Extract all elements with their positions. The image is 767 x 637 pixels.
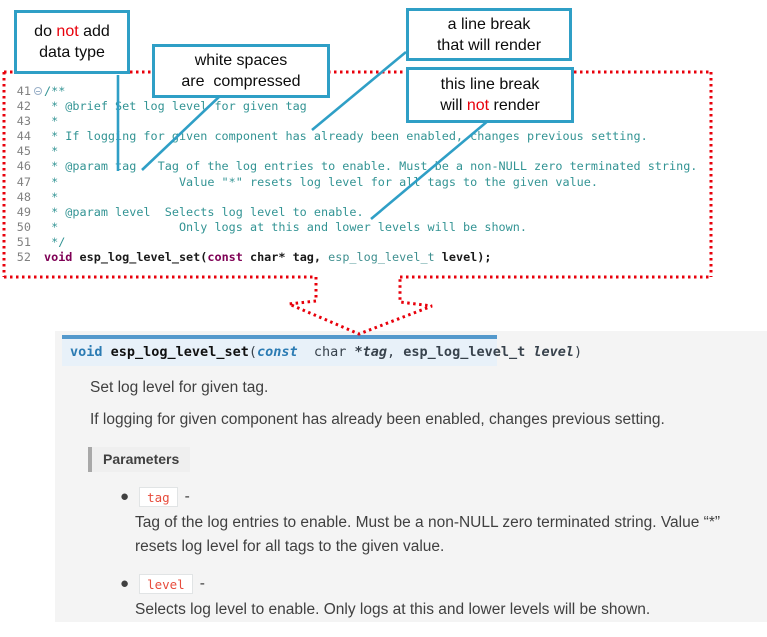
line-number: 43 xyxy=(16,114,31,129)
param-item-tag xyxy=(120,486,767,507)
keyword: void xyxy=(44,250,80,265)
code-line xyxy=(14,129,697,144)
parameters-label: Parameters xyxy=(88,447,190,472)
param-name-badge: level xyxy=(139,574,193,594)
param-level: level xyxy=(525,344,574,360)
callout-text: white spaces xyxy=(194,52,288,69)
comment-text: * @brief Set log level for given tag xyxy=(44,99,307,114)
callout-text: do not add xyxy=(34,23,110,40)
callout-text: are compressed xyxy=(181,73,301,90)
comment-text: /** xyxy=(44,84,66,98)
const-keyword: const xyxy=(256,344,298,360)
line-number: 42 xyxy=(16,99,31,114)
comment-text: * xyxy=(44,144,59,159)
code-line xyxy=(14,220,697,235)
comment-text: * @param tag Tag of the log entries to enable. Must be a non-NULL zero terminated string. xyxy=(44,159,698,174)
callout-text: this line break xyxy=(440,76,540,93)
param-description: Selects log level to enable. Only logs at this and lower levels will be shown. xyxy=(135,601,651,618)
line-number: 46 xyxy=(16,159,31,174)
function-name: esp_log_level_set xyxy=(110,344,249,360)
code-line-declaration xyxy=(14,250,697,265)
callout-linebreak-renders xyxy=(406,8,572,61)
keyword: const xyxy=(207,250,243,265)
bullet-icon: ● xyxy=(120,575,130,592)
code-line xyxy=(14,190,697,205)
brief-paragraph: Set log level for given tag. xyxy=(90,379,269,396)
code-line xyxy=(14,175,697,190)
param-type: esp_log_level_t xyxy=(403,344,526,360)
code-line xyxy=(14,114,697,129)
callout-text: that will render xyxy=(436,36,542,54)
callout-text: will not render xyxy=(440,97,540,114)
char-keyword: char xyxy=(313,344,347,360)
param-separator: - xyxy=(184,487,190,505)
line-number: 48 xyxy=(16,189,31,204)
line-number: 52 xyxy=(16,250,31,265)
callout-linebreak-not-render xyxy=(406,67,574,123)
comment-text: * xyxy=(44,114,59,129)
code-line xyxy=(14,144,697,159)
code-line xyxy=(14,205,697,220)
line-number: 41 xyxy=(16,84,31,98)
comment-text: * Value "*" resets log level for all tags to the given value. xyxy=(44,174,598,189)
code-line xyxy=(14,235,697,250)
line-number: 45 xyxy=(16,144,31,159)
line-number: 51 xyxy=(16,234,31,249)
callout-text: data type xyxy=(39,44,105,61)
code-comment-lines xyxy=(14,84,697,250)
param-separator: - xyxy=(199,574,205,592)
parameter-text: char* tag, xyxy=(242,250,329,265)
function-name: esp_log_level_set( xyxy=(79,250,208,265)
callout-no-datatype xyxy=(14,10,130,74)
line-number: 50 xyxy=(16,219,31,234)
line-number: 47 xyxy=(16,174,31,189)
fold-collapse-icon xyxy=(34,87,42,95)
line-number: 49 xyxy=(16,204,31,219)
bullet-icon: ● xyxy=(120,488,130,505)
code-line xyxy=(14,84,697,99)
callout-text: a line break xyxy=(447,15,531,33)
return-type: void xyxy=(70,344,103,360)
parameters-section xyxy=(88,447,767,472)
big-down-arrow xyxy=(289,277,432,334)
param-name-badge: tag xyxy=(139,487,178,507)
code-line xyxy=(14,99,697,114)
rendered-doc-panel xyxy=(55,331,767,622)
function-signature: void esp_log_level_set(const char *tag, esp_log_level_t level) xyxy=(62,335,497,366)
typedef-name: esp_log_level_t xyxy=(328,250,435,265)
callout-whitespace-compressed xyxy=(152,44,330,98)
parameter-text: level); xyxy=(434,250,492,265)
comment-text: * @param level Selects log level to enable. xyxy=(44,204,364,219)
param-item-level xyxy=(120,573,767,594)
detail-paragraph: If logging for given component has already been enabled, changes previous setting. xyxy=(90,411,665,428)
comment-text: * xyxy=(44,189,59,204)
source-code-editor xyxy=(14,84,697,265)
param-description: Tag of the log entries to enable. Must be a non-NULL zero terminated string. Value “*” resets log level for all tags to the given value. xyxy=(135,514,721,555)
comment-text: * Only logs at this and lower levels will be shown. xyxy=(44,219,527,234)
code-line xyxy=(14,159,697,174)
param-tag: *tag xyxy=(346,344,388,360)
line-number: 44 xyxy=(16,129,31,144)
comment-text: * If logging for given component has already been enabled, changes previous setting. xyxy=(44,129,648,144)
comment-text: */ xyxy=(44,234,66,249)
